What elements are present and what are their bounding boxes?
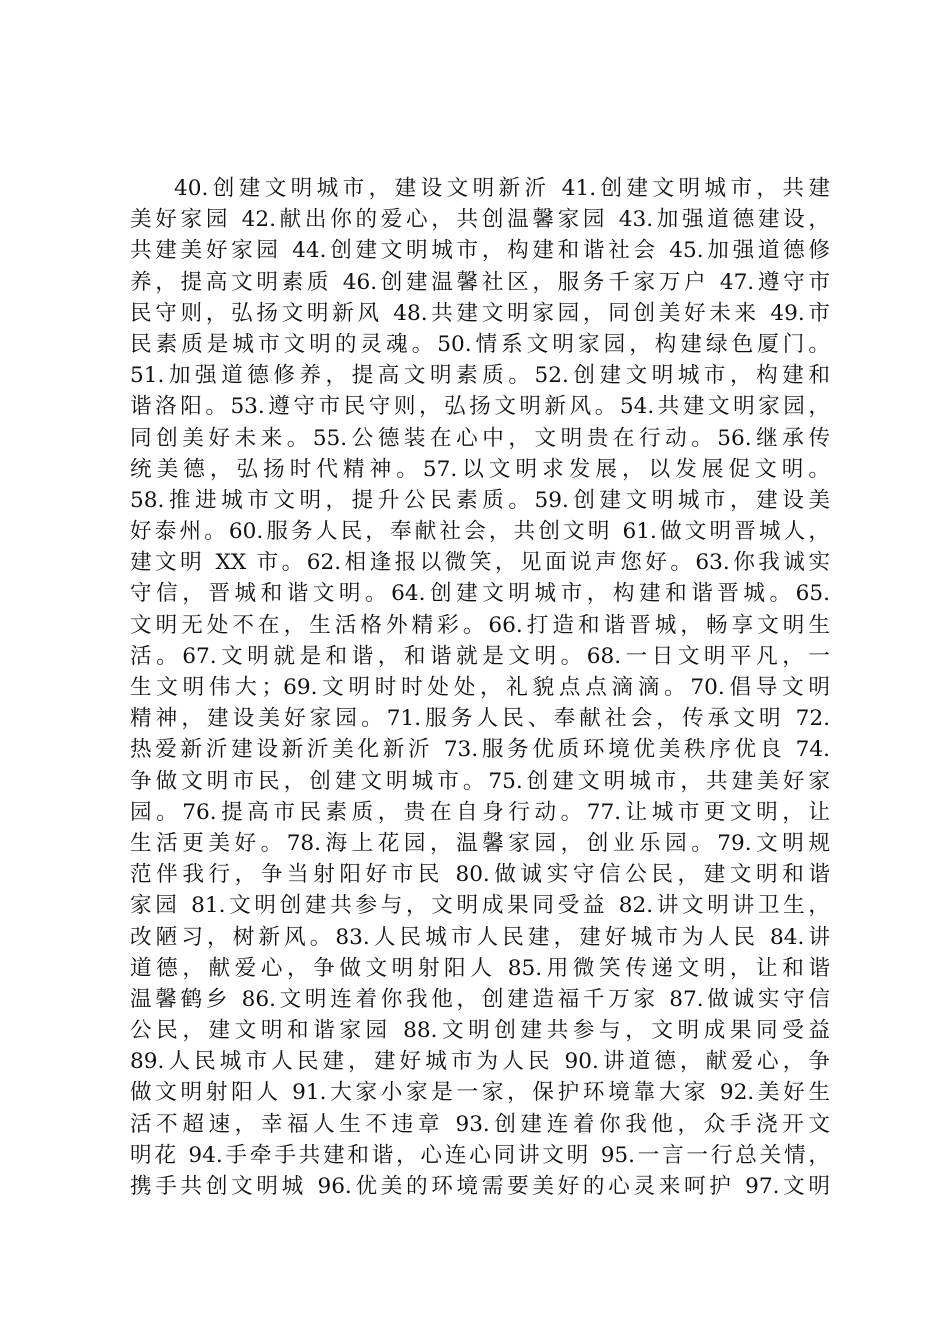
text-line-10: 统美德，弘扬时代精神。57.以文明求发展，以发展促文明。 xyxy=(130,456,830,482)
text-line-11: 58.推进城市文明，提升公民素质。59.创建文明城市，建设美 xyxy=(130,487,830,513)
text-line-9: 同创美好未来。55.公德装在心中，文明贵在行动。56.继承传 xyxy=(130,425,830,451)
text-line-24: 家园 81.文明创建共参与，文明成果同受益 82.讲文明讲卫生， xyxy=(130,893,830,919)
text-line-16: 活。67.文明就是和谐，和谐就是文明。68.一日文明平凡，一 xyxy=(130,643,830,669)
text-line-6: 民素质是城市文明的灵魂。50.情系文明家园，构建绿色厦门。 xyxy=(130,331,830,357)
body-text xyxy=(130,173,830,1202)
text-line-29: 89.人民城市人民建，建好城市为人民 90.讲道德，献爱心，争 xyxy=(130,1049,830,1075)
text-line-21: 园。76.提高市民素质，贵在自身行动。77.让城市更文明，让 xyxy=(130,799,830,825)
text-line-33: 携手共创文明城 96.优美的环境需要美好的心灵来呵护 97.文明 xyxy=(130,1174,830,1199)
text-line-15: 文明无处不在，生活格外精彩。66.打造和谐晋城，畅享文明生 xyxy=(130,612,830,638)
text-line-30: 做文明射阳人 91.大家小家是一家，保护环境靠大家 92.美好生 xyxy=(130,1080,830,1106)
text-line-18: 精神，建设美好家园。71.服务人民、奉献社会，传承文明 72. xyxy=(130,706,830,732)
text-line-26: 道德，献爱心，争做文明射阳人 85.用微笑传递文明，让和谐 xyxy=(130,955,830,981)
text-line-25: 改陋习，树新风。83.人民城市人民建，建好城市为人民 84.讲 xyxy=(130,924,830,950)
text-line-23: 范伴我行，争当射阳好市民 80.做诚实守信公民，建文明和谐 xyxy=(130,862,830,888)
text-line-27: 温馨鹤乡 86.文明连着你我他，创建造福千万家 87.做诚实守信 xyxy=(130,986,830,1012)
text-line-28: 公民，建文明和谐家园 88.文明创建共参与，文明成果同受益 xyxy=(130,1018,830,1044)
text-line-4: 养，提高文明素质 46.创建温馨社区，服务千家万户 47.遵守市 xyxy=(130,269,830,295)
text-line-14: 守信，晋城和谐文明。64.创建文明城市，构建和谐晋城。65. xyxy=(130,581,830,607)
text-line-32: 明花 94.手牵手共建和谐，心连心同讲文明 95.一言一行总关情， xyxy=(130,1142,830,1168)
text-line-1: 40.创建文明城市，建设文明新沂 41.创建文明城市，共建 xyxy=(174,176,830,201)
text-line-13: 建文明 XX 市。62.相逢报以微笑，见面说声您好。63.你我诚实 xyxy=(130,550,830,576)
text-line-22: 生活更美好。78.海上花园，温馨家园，创业乐园。79.文明规 xyxy=(130,830,830,856)
text-line-5: 民守则，弘扬文明新风 48.共建文明家园，同创美好未来 49.市 xyxy=(130,300,830,326)
text-line-2: 美好家园 42.献出你的爱心，共创温馨家园 43.加强道德建设， xyxy=(130,207,830,233)
text-line-8: 谐洛阳。53.遵守市民守则，弘扬文明新风。54.共建文明家园， xyxy=(130,394,830,420)
text-line-3: 共建美好家园 44.创建文明城市，构建和谐社会 45.加强道德修 xyxy=(130,238,830,264)
text-line-19: 热爱新沂建设新沂美化新沂 73.服务优质环境优美秩序优良 74. xyxy=(130,737,830,763)
text-line-17: 生文明伟大；69.文明时时处处，礼貌点点滴滴。70.倡导文明 xyxy=(130,675,830,700)
text-line-7: 51.加强道德修养，提高文明素质。52.创建文明城市，构建和 xyxy=(130,363,830,389)
text-line-12: 好泰州。60.服务人民，奉献社会，共创文明 61.做文明晋城人， xyxy=(130,519,830,545)
text-line-31: 活不超速，幸福人生不违章 93.创建连着你我他，众手浇开文 xyxy=(130,1111,830,1137)
text-line-20: 争做文明市民，创建文明城市。75.创建文明城市，共建美好家 xyxy=(130,768,830,794)
